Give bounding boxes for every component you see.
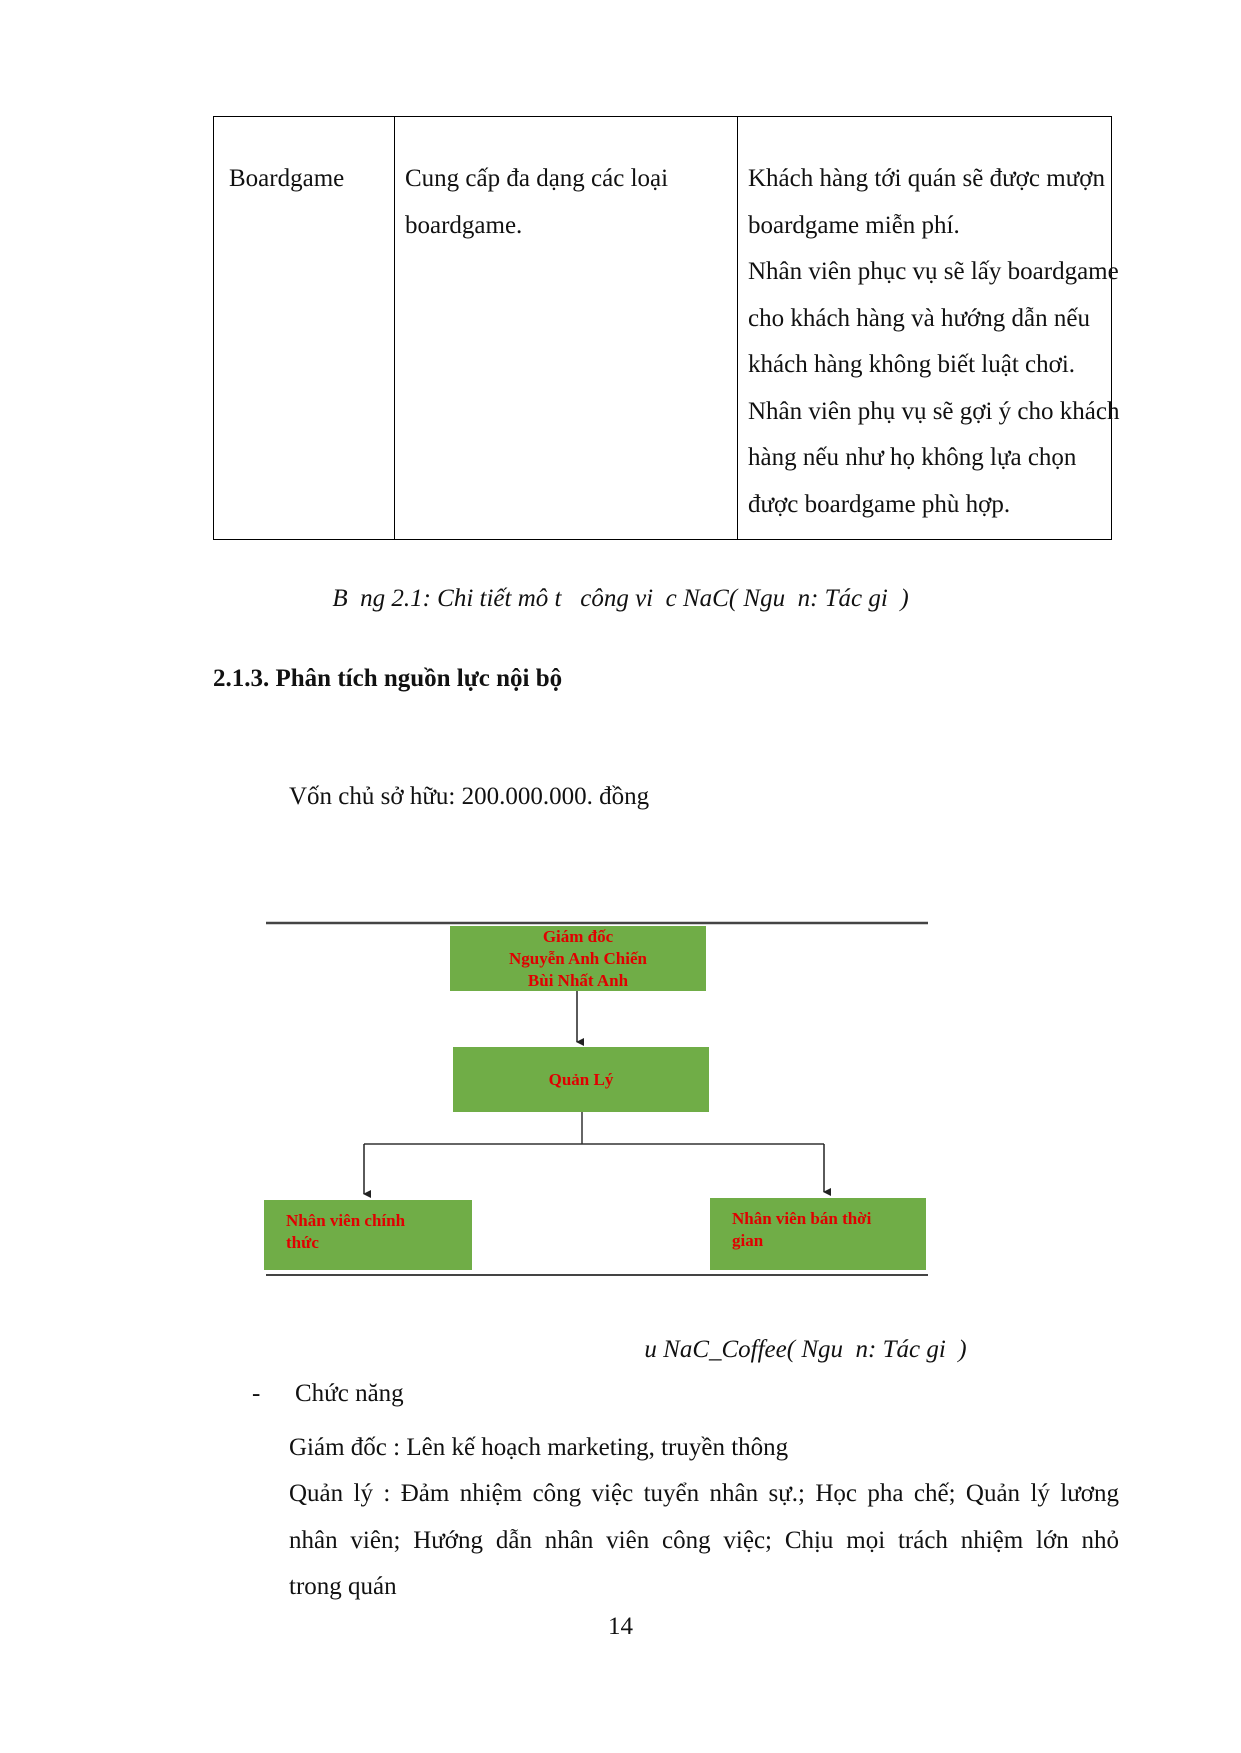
bullet-dash: - <box>252 1380 261 1407</box>
table-caption: B ng 2.1: Chi tiết mô t công vi c NaC( Ngu n: Tác gi ) <box>332 585 909 612</box>
service-detail-cell <box>738 117 1120 540</box>
manager-box <box>453 1047 709 1112</box>
table-row <box>214 117 1112 540</box>
manager-function <box>289 1471 1119 1611</box>
page-number: 14 <box>608 1613 633 1640</box>
description-line: boardgame. <box>405 211 523 239</box>
service-name-cell <box>214 117 395 540</box>
director-function: Giám đốc : Lên kế hoạch marketing, truyền thông <box>289 1434 789 1461</box>
director-box <box>450 926 706 991</box>
manager-function-line: nhân viên; Hướng dẫn nhân viên công việc; Chịu mọi trách nhiệm lớn nhỏ <box>289 1526 1119 1554</box>
director-name: Nguyễn Anh Chiến <box>509 948 647 968</box>
parttime-label: Nhân viên bán thời <box>732 1209 872 1228</box>
detail-line: boardgame miễn phí. <box>748 211 960 239</box>
detail-line: cho khách hàng và hướng dẫn nếu <box>748 304 1090 332</box>
detail-line: được boardgame phù hợp. <box>748 490 1011 518</box>
detail-line: Khách hàng tới quán sẽ được mượn <box>748 165 1105 192</box>
parttime-label: gian <box>732 1231 764 1250</box>
manager-label: Quản Lý <box>548 1069 614 1089</box>
manager-function-line: trong quán <box>289 1573 397 1600</box>
parttime-staff-box <box>710 1198 926 1270</box>
manager-function-line: Quản lý : Đảm nhiệm công việc tuyển nhân sự.; Học pha chế; Quản lý lương <box>289 1480 1119 1507</box>
service-description-cell <box>395 117 738 540</box>
org-chart <box>264 918 930 1278</box>
detail-line: hàng nếu như họ không lựa chọn <box>748 444 1077 471</box>
detail-line: khách hàng không biết luật chơi. <box>748 351 1076 378</box>
director-title: Giám đốc <box>542 926 614 946</box>
section-heading: 2.1.3. Phân tích nguồn lực nội bộ <box>213 665 563 692</box>
description-line: Cung cấp đa dạng các loại <box>405 165 669 192</box>
director-name: Bùi Nhất Anh <box>527 970 629 990</box>
service-name: Boardgame <box>229 165 345 192</box>
fulltime-staff-box <box>264 1200 472 1270</box>
capital-text: Vốn chủ sở hữu: 200.000.000. đồng <box>289 783 650 810</box>
fulltime-label: thức <box>286 1233 319 1252</box>
fulltime-label: Nhân viên chính <box>286 1211 406 1230</box>
detail-line: Nhân viên phụ vụ sẽ gợi ý cho khách <box>748 397 1120 425</box>
detail-line: Nhân viên phục vụ sẽ lấy boardgame <box>748 258 1119 285</box>
service-table <box>213 116 1120 540</box>
functions-label: Chức năng <box>295 1380 404 1407</box>
chart-caption: u NaC_Coffee( Ngu n: Tác gi ) <box>644 1336 967 1363</box>
